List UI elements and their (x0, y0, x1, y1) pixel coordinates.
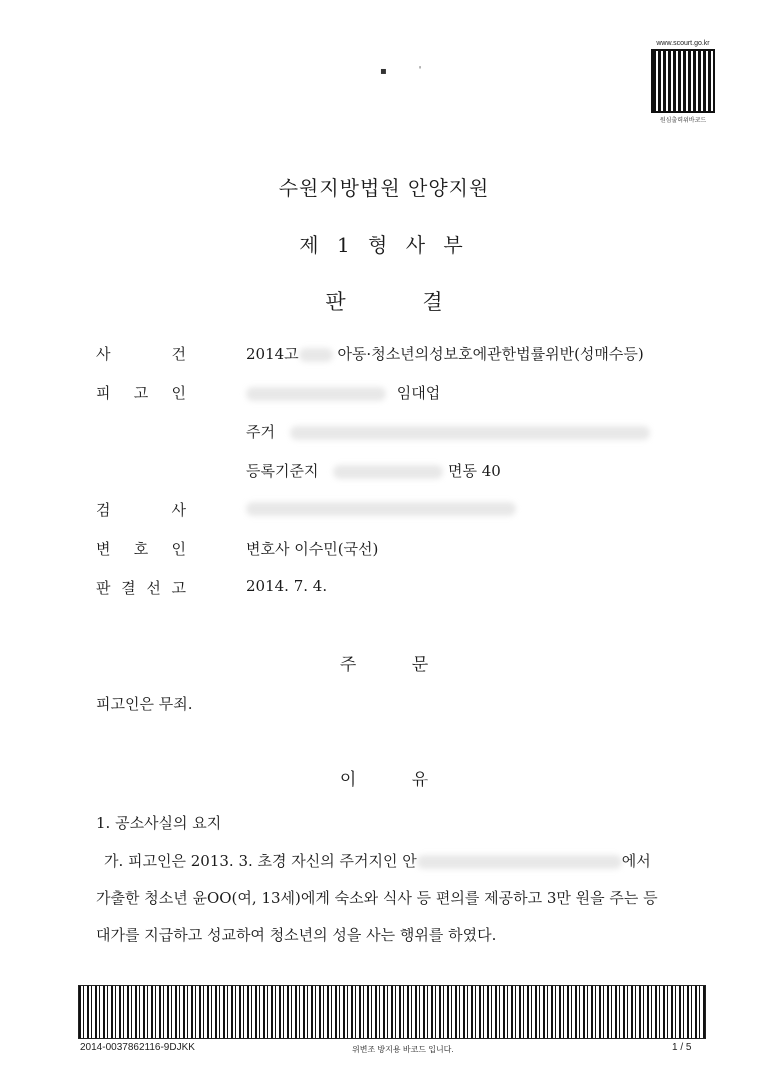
counsel-value: 변호사 이수민(국선) (246, 540, 379, 558)
facts-line-1-start: 가. 피고인은 2013. 3. 초경 자신의 주거지인 안 (104, 852, 417, 870)
registry-tail: 면동 40 (448, 462, 501, 480)
barcode-notice: 위변조 방지용 바코드 입니다. (352, 1045, 454, 1054)
address-row (246, 421, 650, 442)
redaction (299, 348, 333, 362)
qr-block (650, 40, 716, 124)
verdict-date-label: 판 결 선 고 (96, 579, 186, 597)
scan-specks: ▪ ˈ (380, 66, 422, 77)
facts-line-1 (104, 850, 689, 871)
registry-row (246, 460, 501, 481)
section-title: 1. 공소사실의 요지 (96, 814, 222, 832)
case-label: 사 건 (96, 345, 186, 363)
prosecutor-value (246, 499, 516, 517)
defendant-value (246, 382, 440, 403)
anti-forgery-barcode (78, 985, 706, 1039)
ruling-heading: 주 문 (339, 655, 429, 675)
qr-url: www.scourt.go.kr (656, 40, 710, 47)
defendant-label: 피 고 인 (96, 384, 186, 402)
document-title: 판 결 (325, 290, 443, 314)
verdict-date: 2014. 7. 4. (246, 577, 328, 595)
ruling-text: 피고인은 무죄. (96, 695, 193, 713)
document-id: 2014-0037862116-9DJKK (80, 1042, 195, 1053)
case-value (246, 343, 644, 364)
qr-caption: 원심출력위바코드 (659, 118, 707, 124)
redaction (290, 426, 650, 440)
facts-line-3: 대가를 지급하고 성교하여 청소년의 성을 사는 행위를 하였다. (96, 926, 497, 944)
counsel-label: 변 호 인 (96, 540, 186, 558)
facts-line-2: 가출한 청소년 윤OO(여, 13세)에게 숙소와 식사 등 편의를 제공하고 3만 원을 주는 등 (96, 889, 658, 907)
registry-label: 등록기준지 (246, 462, 319, 480)
redaction (246, 502, 516, 516)
redaction (333, 465, 443, 479)
case-name: 아동·청소년의성보호에관한법률위반(성매수등) (337, 345, 644, 363)
redaction (246, 387, 386, 401)
case-number: 2014고 (246, 345, 299, 363)
division-name: 제 1 형 사 부 (299, 233, 469, 257)
defendant-name: 임대업 (396, 384, 441, 402)
address-label: 주거 (246, 423, 275, 441)
qr-code-icon (651, 49, 715, 113)
court-name: 수원지방법원 안양지원 (278, 176, 490, 200)
page-number: 1 / 5 (672, 1042, 692, 1053)
prosecutor-label: 검 사 (96, 501, 186, 519)
reasons-heading: 이 유 (339, 770, 429, 790)
redaction (417, 855, 622, 869)
facts-line-1-end: 에서 (621, 852, 651, 870)
